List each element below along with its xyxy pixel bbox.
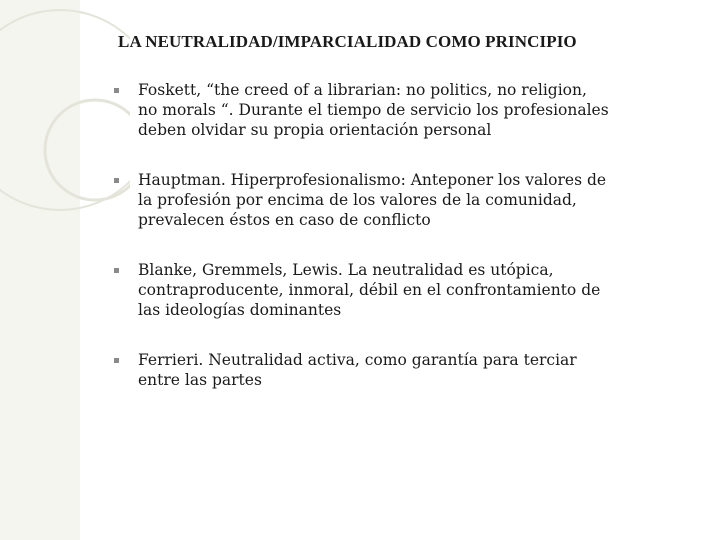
- square-bullet-icon: [114, 268, 119, 273]
- bullet-text: Ferrieri. Neutralidad activa, como garantía para terciar entre las partes: [138, 351, 577, 389]
- bullet-text: Blanke, Gremmels, Lewis. La neutralidad es utópica, contraproducente, inmoral, débil en el confrontamiento de las ideologías dominantes: [138, 261, 601, 319]
- slide-title: LA NEUTRALIDAD/IMPARCIALIDAD COMO PRINCIPIO: [118, 32, 577, 51]
- list-item: [110, 80, 610, 140]
- square-bullet-icon: [114, 178, 119, 183]
- list-item: [110, 260, 610, 320]
- bullet-list: [110, 80, 610, 420]
- bullet-text: Foskett, “the creed of a librarian: no politics, no religion, no morals “. Durante el tiempo de servicio los profesionales deben olvidar su propia orientación personal: [138, 81, 609, 139]
- list-item: [110, 350, 610, 390]
- list-item: [110, 170, 610, 230]
- bullet-text: Hauptman. Hiperprofesionalismo: Anteponer los valores de la profesión por encima de los valores de la comunidad, prevalecen éstos en caso de conflicto: [138, 171, 607, 229]
- square-bullet-icon: [114, 88, 119, 93]
- square-bullet-icon: [114, 358, 119, 363]
